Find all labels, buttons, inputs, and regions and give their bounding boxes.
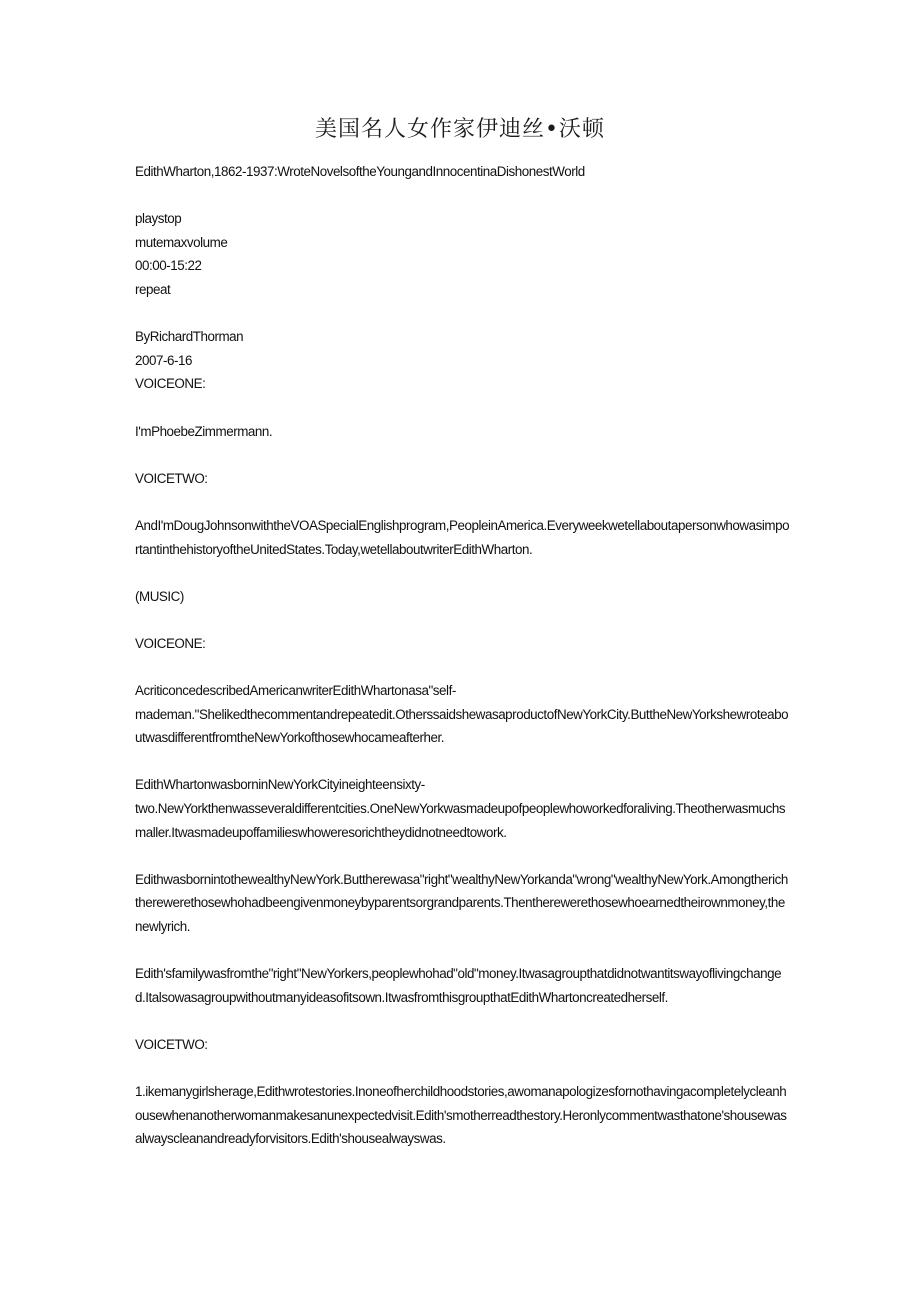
paragraph: AndI'mDougJohnsonwiththeVOASpecialEnglishprogram,PeopleinAmerica.EveryweekwetellaboutapersonwhowasimportantinthehistoryoftheUnitedStates.Today,wetellaboutwriterEdithWharton. (135, 517, 790, 557)
speaker-label: VOICEONE: (135, 635, 206, 651)
spacer (135, 750, 790, 774)
spacer (135, 490, 790, 514)
spacer (135, 443, 790, 467)
byline-date: 2007-6-16 (135, 352, 192, 368)
paragraph: AcriticoncedescribedAmericanwriterEdithWhartonasa"self- (135, 683, 456, 699)
paragraph: EdithwasbornintothewealthyNewYork.Buttherewasa"right"wealthyNewYorkanda"wrong"wealthyNewYork.Amongtherichtherewerethosewhohadbeengivenmoneybyparentsorgrandparents.Thentherewerethosewhoearnedtheirownmoney,thenewlyrich. (135, 871, 788, 934)
paragraph: two.NewYorkthenwasseveraldifferentcities.OneNewYorkwasmadeupofpeoplewhoworkedforaliving.Theotherwasmuchsmaller.Itwasmadeupoffamilieswhoweresorichtheydidnotneedtowork. (135, 801, 786, 840)
spacer (135, 184, 790, 208)
document-body (135, 160, 790, 1151)
player-time: 00:00-15:22 (135, 258, 202, 274)
spacer (135, 1057, 790, 1081)
spacer (135, 396, 790, 420)
paragraph: I'mPhoebeZimmermann. (135, 423, 273, 439)
player-repeat: repeat (135, 281, 171, 297)
byline-author: ByRichardThorman (135, 329, 244, 345)
paragraph: 1.ikemanygirlsherage,Edithwrotestories.Inoneofherchildhoodstories,awomanapologizesfornothavingacompletelycleanhousewhenanotherwomanmakesanunexpectedvisit.Edith'smotherreadthestory.Heronlycommentwasthatone'shousewasalwayscleanandreadyforvisitors.Edith'shousealwayswas. (135, 1084, 787, 1147)
speaker-label: VOICEONE: (135, 376, 206, 392)
spacer (135, 939, 790, 963)
spacer (135, 844, 790, 868)
music-cue: (MUSIC) (135, 588, 184, 604)
spacer (135, 302, 790, 326)
speaker-label: VOICETWO: (135, 1036, 208, 1052)
spacer (135, 1009, 790, 1033)
paragraph: mademan."Shelikedthecommentandrepeatedit.OtherssaidshewasaproductofNewYorkCity.ButtheNewYorkshewroteaboutwasdifferentfromtheNewYorkofthosewhocameafterher. (135, 706, 789, 746)
speaker-label: VOICETWO: (135, 470, 208, 486)
page-title: 美国名人女作家伊迪丝•沃顿 (315, 117, 605, 142)
player-mute-volume: mutemaxvolume (135, 234, 228, 250)
spacer (135, 655, 790, 679)
paragraph: Edith'sfamilywasfromthe"right"NewYorkers,peoplewhohad"old"money.Itwasagroupthatdidnotwantitswayoflivingchanged.Italsowasagroupwithoutmanyideasofitsown.ItwasfromthisgroupthatEdithWhartoncreatedherself. (135, 966, 782, 1005)
article-subtitle: EdithWharton,1862-1937:WroteNovelsoftheYoungandInnocentinaDishonestWorld (135, 164, 585, 179)
spacer (135, 608, 790, 632)
player-play-stop: playstop (135, 211, 182, 227)
spacer (135, 561, 790, 585)
paragraph: EdithWhartonwasborninNewYorkCityineighteensixty- (135, 777, 425, 793)
